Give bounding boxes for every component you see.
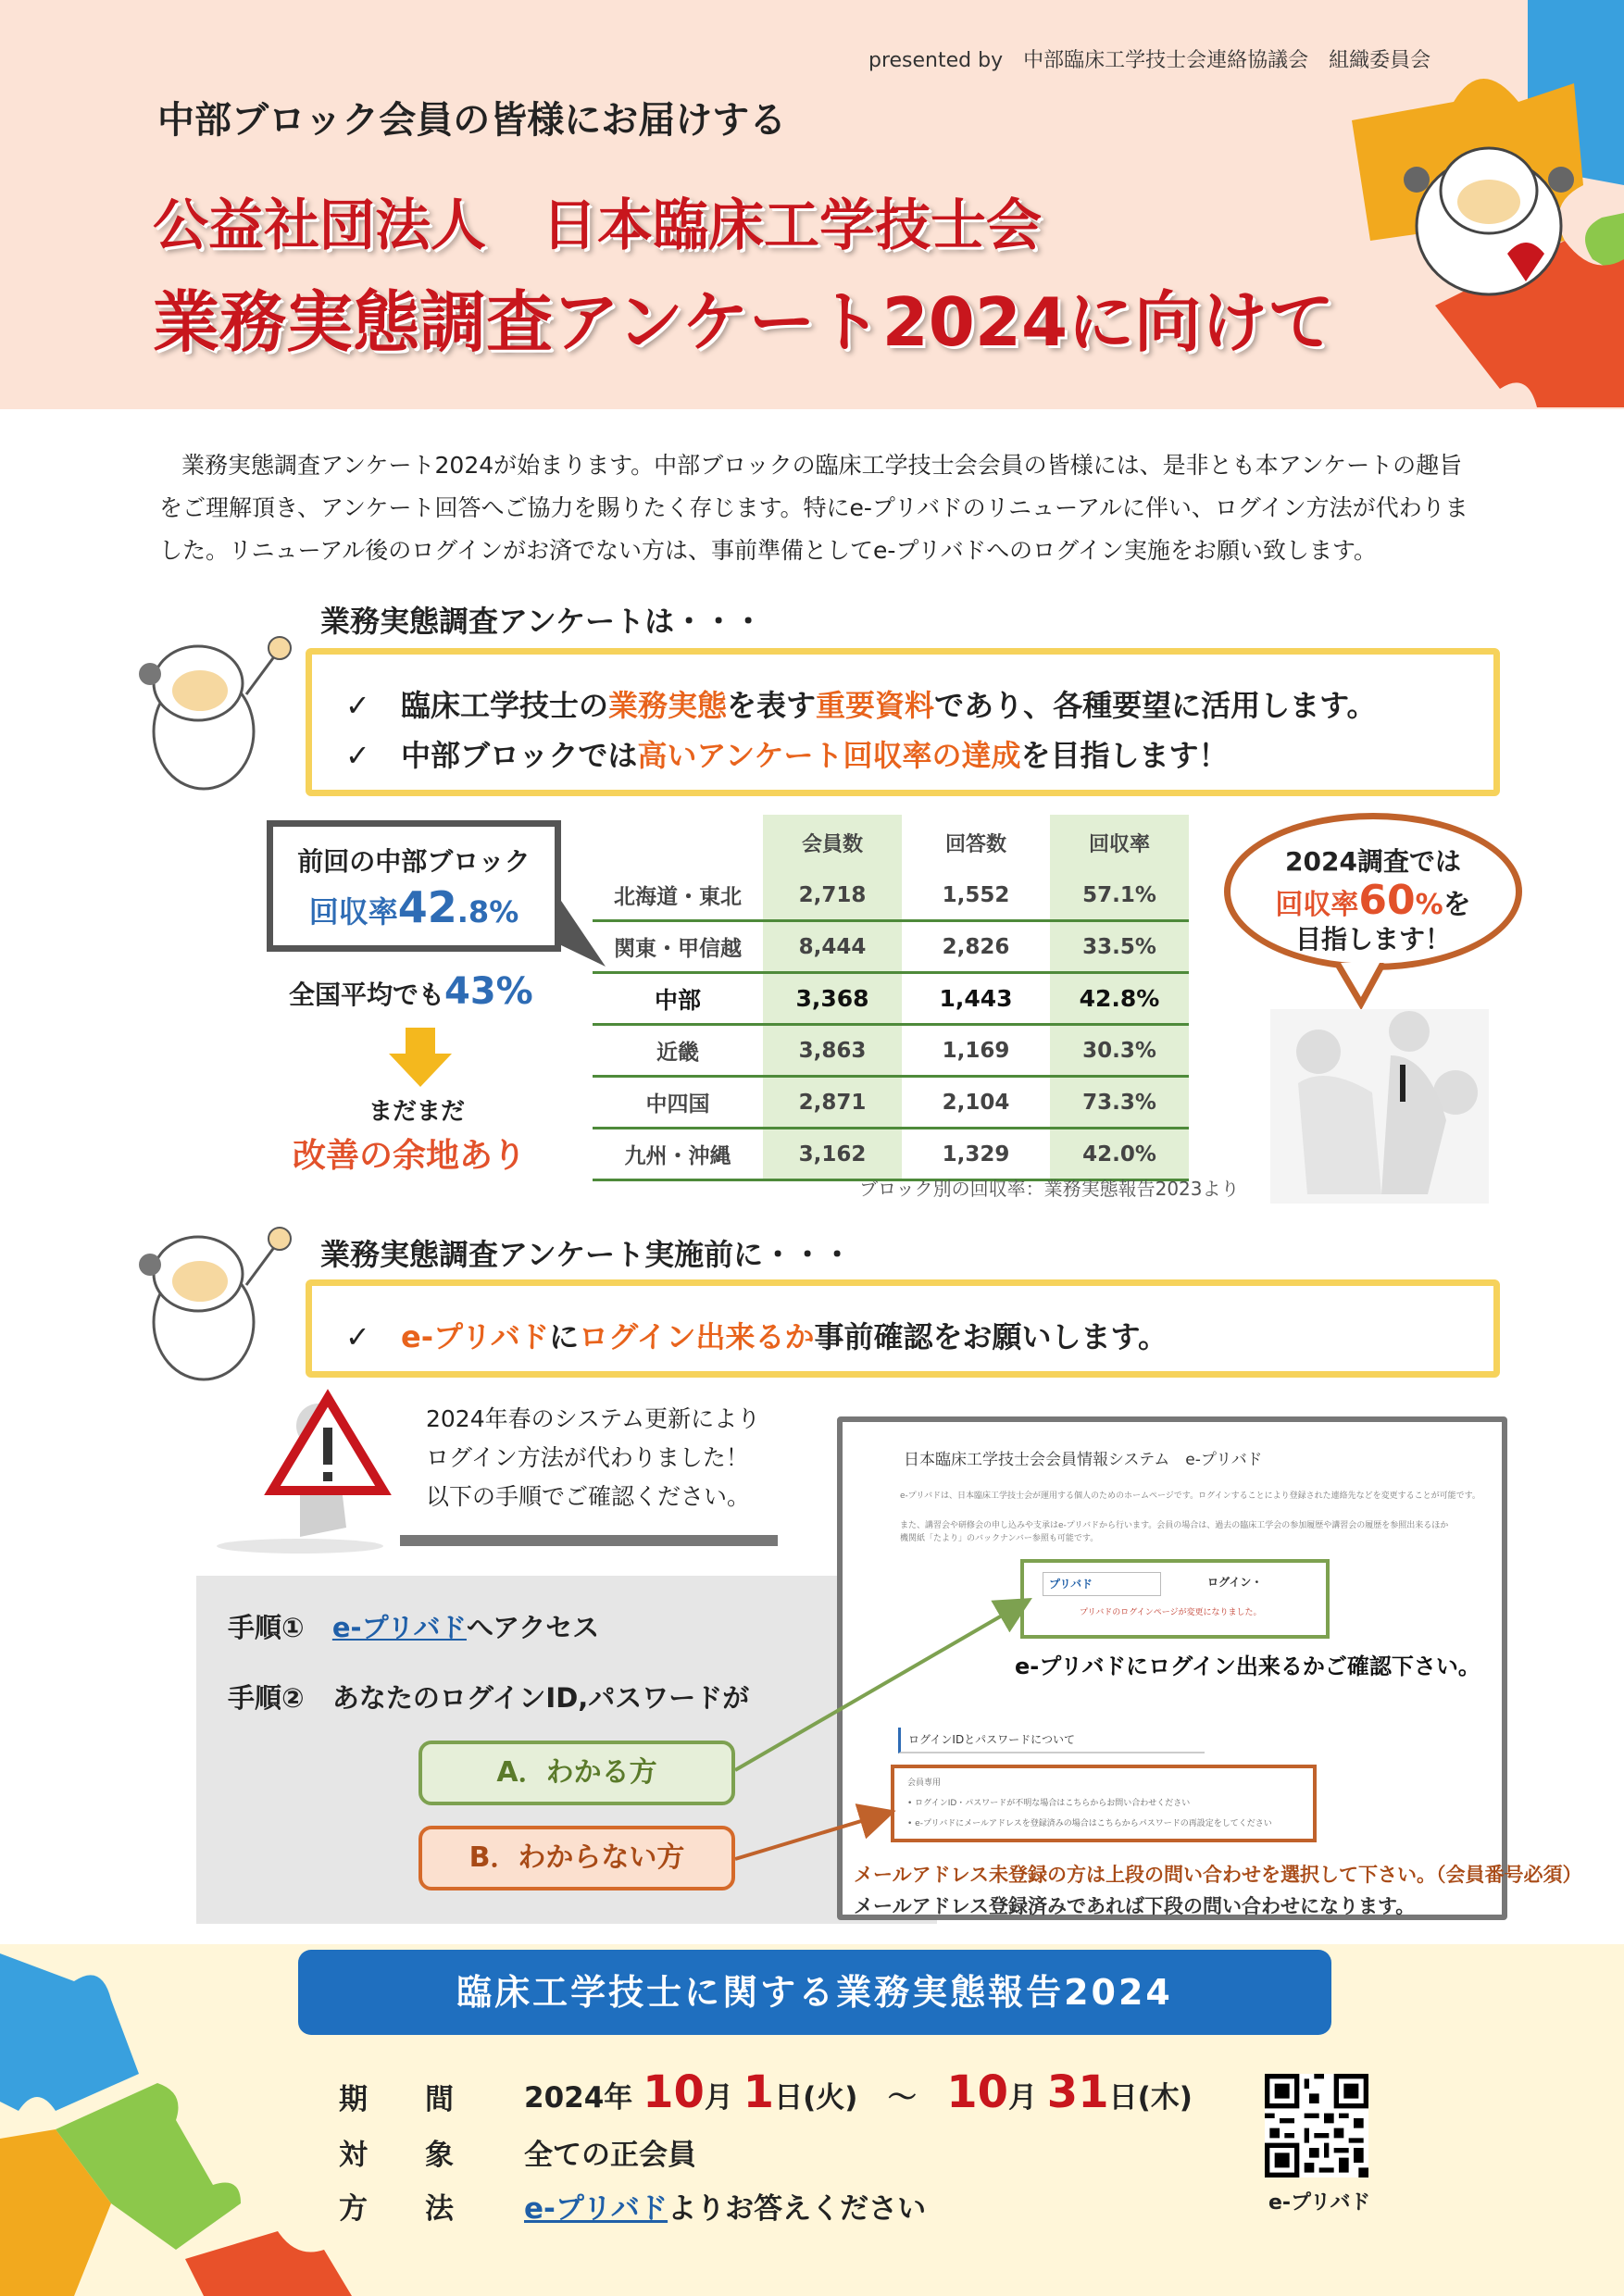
period-unit: 月 (1008, 2081, 1037, 2115)
target-row (0, 2131, 1241, 2177)
period-day-end: 31 (1046, 2066, 1109, 2118)
table-source: ブロック別の回収率：業務実態報告2023より (859, 1178, 1240, 1200)
period-month-end: 10 (946, 2066, 1008, 2118)
previous-rate-title: 前回の中部ブロック (297, 846, 531, 877)
mascot-pointing-illustration (130, 630, 306, 796)
bubble-tail (1333, 963, 1389, 1009)
period-year: 2024年 (524, 2081, 633, 2115)
national-label: 全国平均でも (289, 980, 445, 1010)
target-rate-value: 60 (1358, 877, 1416, 924)
table-cell: 2,104 (902, 1077, 1050, 1129)
method-text: よりお答えください (668, 2192, 927, 2226)
login-button[interactable]: ログイン・ (1207, 1576, 1263, 1589)
period-value (524, 2066, 1193, 2118)
table-cell: 関東・甲信越 (593, 921, 763, 973)
collection-rate-table (593, 815, 1189, 1181)
warning-sign-illustration (207, 1389, 393, 1555)
step-2 (228, 1678, 749, 1716)
eprivado-link[interactable]: e-プリバド (331, 1612, 467, 1643)
table-cell: 九州・沖縄 (593, 1129, 763, 1180)
table-cell: 2,718 (763, 870, 902, 921)
check-highlight: 重要資料 (816, 688, 935, 723)
table-cell: 中四国 (593, 1077, 763, 1129)
target-rate-label: 回収率 (1275, 889, 1359, 921)
method-row (0, 2185, 1241, 2231)
previous-rate-value (273, 882, 555, 932)
step-1 (228, 1607, 599, 1645)
login-note: プリバドのログインページが変更になりました。 (1080, 1608, 1262, 1617)
table-cell: 中部 (593, 973, 763, 1025)
presented-by: presented by 中部臨床工学技士会連絡協議会 組織委員会 (868, 49, 1431, 72)
period-month-start: 10 (643, 2066, 705, 2118)
mail-note-2: メールアドレス登録済みであれば下段の問い合わせになります。 (854, 1895, 1416, 1917)
national-average (289, 970, 533, 1013)
improve-text: 改善の余地あり (293, 1137, 527, 1175)
lead-text: 中部ブロック会員の皆様にお届けする (157, 99, 787, 142)
inquiry-link-upper[interactable]: • ログインID・パスワードが不明な場合はこちらからお問い合わせください (907, 1799, 1191, 1808)
login-area (1020, 1559, 1330, 1639)
section1-heading: 業務実態調査アンケートは・・・ (320, 604, 764, 639)
target-label: 対象 (339, 2139, 511, 2172)
period-unit: 月 (704, 2081, 733, 2115)
check-text: に (549, 1319, 580, 1354)
table-row (593, 1129, 1189, 1180)
check-icon: ✓ (345, 738, 370, 773)
table-cell: 3,863 (763, 1025, 902, 1077)
table-row (593, 1025, 1189, 1077)
target-bubble (1224, 813, 1522, 970)
table-header (593, 815, 763, 870)
table-header-row (593, 815, 1189, 870)
table-cell: 1,552 (902, 870, 1050, 921)
target-rate (1230, 877, 1516, 924)
period-day-start: 1 (743, 2066, 775, 2118)
target-rate-unit: % (1415, 889, 1443, 921)
step-label: 手順② (228, 1682, 305, 1714)
table-cell: 2,826 (902, 921, 1050, 973)
table-cell: 1,443 (902, 973, 1050, 1025)
mail-note-required: （会員番号必須） (1435, 1864, 1582, 1886)
check-item-1 (345, 682, 1377, 725)
period-row (0, 2066, 1241, 2122)
eprivado-logo: プリバド (1043, 1572, 1161, 1596)
table-cell: 42.0% (1050, 1129, 1189, 1180)
step-text: あなたのログインID,パスワードが (331, 1682, 750, 1714)
inquiry-text: 会員専用 (907, 1778, 942, 1788)
login-id-section: ログインIDとパスワードについて (898, 1728, 1205, 1753)
check-text: 中部ブロックでは (401, 738, 638, 773)
check-highlight: 業務実態 (608, 688, 728, 723)
table-cell: 1,329 (902, 1129, 1050, 1180)
table-row (593, 921, 1189, 973)
screenshot-text: 機関紙「たより」のバックナンバー参照も可能です。 (900, 1534, 1099, 1543)
note-line: ログイン方法が代わりました！ (426, 1444, 749, 1471)
rate-label: 回収率 (308, 894, 398, 930)
table-row (593, 973, 1189, 1025)
screenshot-text: また、講習会や研修会の申し込みや支承はe-プリバドから行います。会員の場合は、過去の臨床工学会の参加履歴や講習会の履歴を参照出来るほか (900, 1521, 1449, 1530)
method-label: 方法 (339, 2192, 511, 2226)
target-value: 全ての正会員 (524, 2139, 696, 2172)
table-cell: 57.1% (1050, 870, 1189, 921)
check-icon: ✓ (345, 1319, 370, 1354)
intro-paragraph: 業務実態調査アンケート2024が始まります。中部ブロックの臨床工学技士会会員の皆様には、是非とも本アンケートの趣旨をご理解頂き、アンケート回答へご協力を賜りたく存じます。特にe-プリバドのリニューアルに伴い、ログイン方法が代わりました。リニューアル後のログインがお済でない方は、事前準備としてe-プリバドへのログイン実施をお願い致します。 (159, 452, 1468, 564)
divider-bar (400, 1535, 778, 1546)
screenshot-text: e-プリバドは、日本臨床工学技士会が運用する個人のためのホームページです。ログインすることにより登録された連絡先などを変更することが可能です。 (900, 1491, 1480, 1501)
check-item-2 (345, 732, 1228, 775)
qr-code-icon[interactable] (1265, 2074, 1368, 2177)
title-line-2: 業務実態調査アンケート2024に向けて (153, 283, 1335, 361)
check-highlight: 高いアンケート回収率の達成 (637, 738, 1021, 773)
note-line: 以下の手順でご確認ください。 (426, 1483, 751, 1510)
method-value (524, 2185, 926, 2227)
check-text: を表す (727, 688, 817, 723)
table-cell: 2,871 (763, 1077, 902, 1129)
connector-arrows (731, 1592, 1046, 1870)
period-unit: 日(木) (1108, 2081, 1193, 2115)
target-line-1: 2024調査では (1285, 846, 1461, 877)
table-cell: 42.8% (1050, 973, 1189, 1025)
previous-rate-box (267, 820, 561, 952)
table-cell: 1,169 (902, 1025, 1050, 1077)
check-text: 事前確認をお願いします。 (814, 1319, 1168, 1354)
table-cell: 33.5% (1050, 921, 1189, 973)
system-update-note (426, 1400, 760, 1516)
target-particle: を (1443, 889, 1471, 921)
inquiry-link-lower[interactable]: • e-プリバドにメールアドレスを登録済みの場合はこちらからパスワードの再設定をしてください (907, 1819, 1272, 1828)
target-line-3: 目指します！ (1294, 924, 1451, 955)
check-highlight: ログイン出来るか (579, 1319, 815, 1354)
method-eprivado-link[interactable]: e-プリバド (524, 2192, 668, 2226)
table-row (593, 870, 1189, 921)
check-item (345, 1314, 1168, 1356)
rate-int: 42 (397, 882, 457, 932)
table-cell: 8,444 (763, 921, 902, 973)
team-hands-illustration (1270, 1009, 1489, 1204)
note-line: 2024年春のシステム更新により (426, 1405, 761, 1432)
table-cell: 近畿 (593, 1025, 763, 1077)
title-line-1: 公益社団法人 日本臨床工学技士会 (153, 193, 1042, 258)
step-label: 手順① (228, 1612, 305, 1643)
down-arrow-icon (389, 1028, 452, 1087)
table-header: 回収率 (1050, 815, 1189, 870)
check-icon: ✓ (345, 688, 370, 723)
table-cell: 30.3% (1050, 1025, 1189, 1077)
section1-callout (306, 648, 1500, 796)
screenshot-title: 日本臨床工学技士会会員情報システム e-プリバド (904, 1451, 1263, 1469)
check-text: であり、各種要望に活用します。 (934, 688, 1377, 723)
section2-heading: 業務実態調査アンケート実施前に・・・ (320, 1237, 853, 1272)
check-highlight: e-プリバド (401, 1319, 550, 1354)
table-header: 会員数 (763, 815, 902, 870)
period-unit: 日(火) (774, 2081, 858, 2115)
option-b-button[interactable]: B．わからない方 (418, 1826, 735, 1890)
national-value: 43% (444, 970, 533, 1013)
mail-note-text: メールアドレス未登録の方は上段の問い合わせを選択して下さい。 (854, 1864, 1436, 1886)
step-text: へアクセス (466, 1612, 600, 1643)
qr-label: e-プリバド (1268, 2191, 1371, 2215)
confirm-login-text: e-プリバドにログイン出来るかご確認下さい。 (1015, 1653, 1480, 1679)
period-label: 期間 (339, 2083, 511, 2116)
table-cell: 北海道・東北 (593, 870, 763, 921)
report-banner: 臨床工学技士に関する業務実態報告2024 (298, 1950, 1331, 2035)
table-header: 回答数 (944, 832, 1006, 856)
mascot-illustration (1396, 124, 1581, 300)
table-row (593, 1077, 1189, 1129)
table-cell: 3,162 (763, 1129, 902, 1180)
rate-dec: .8% (456, 894, 519, 930)
section2-callout (306, 1279, 1500, 1378)
option-a-button[interactable]: A．わかる方 (418, 1741, 735, 1805)
period-tilde: ～ (887, 2081, 917, 2115)
check-text: 臨床工学技士の (401, 688, 609, 723)
mascot-pointing-illustration (130, 1220, 306, 1387)
still-text: まだまだ (369, 1098, 466, 1126)
table-cell: 3,368 (763, 973, 902, 1025)
check-text: を目指します！ (1020, 738, 1229, 773)
table-cell: 73.3% (1050, 1077, 1189, 1129)
